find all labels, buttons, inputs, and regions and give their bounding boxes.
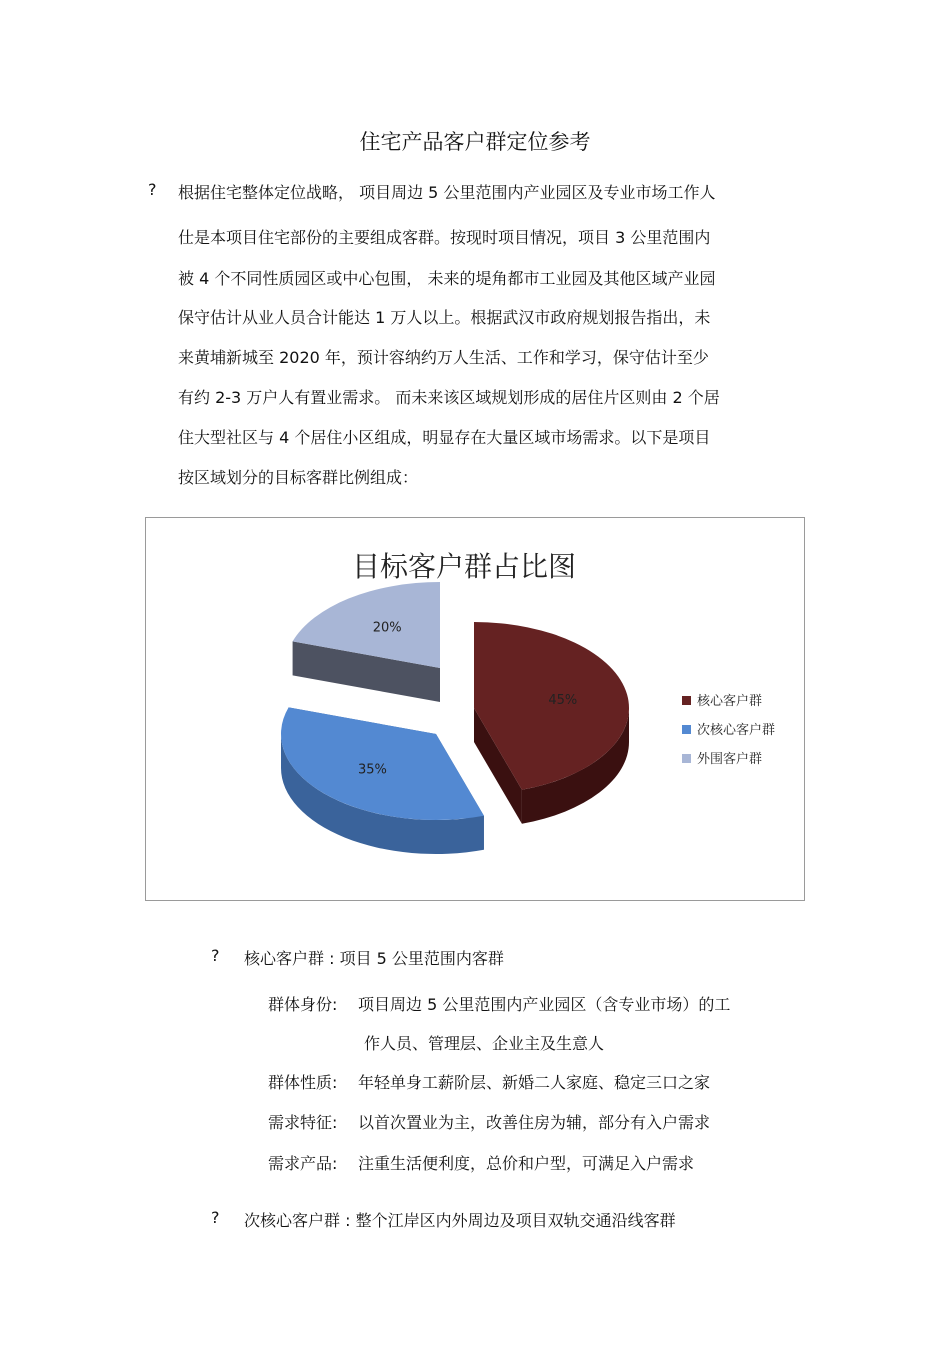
intro-line: 被 4 个不同性质园区或中心包围， 未来的堤角都市工业园及其他区域产业园 (178, 269, 716, 288)
intro-line: 有约 2-3 万户人有置业需求。 而未来该区域规划形成的居住片区则由 2 个居 (178, 388, 720, 407)
slice-percent-label: 45% (548, 693, 578, 709)
intro-line: 来黄埔新城至 2020 年，预计容纳约万人生活、工作和学习，保守估计至少 (178, 348, 709, 367)
core-bullet: ? (211, 946, 220, 965)
page-title: 住宅产品客户群定位参考 (359, 130, 591, 154)
pie-slice (281, 707, 484, 854)
legend-label: 外围客户群 (697, 752, 763, 767)
legend-swatch (682, 754, 691, 763)
intro-line: 根据住宅整体定位战略， 项目周边 5 公里范围内产业园区及专业市场工作人 (178, 183, 716, 202)
demand-value: 以首次置业为主，改善住房为辅，部分有入户需求 (358, 1113, 711, 1132)
legend-label: 次核心客户群 (697, 723, 776, 738)
chart-title: 目标客户群占比图 (351, 550, 577, 583)
intro-line: 保守估计从业人员合计能达 1 万人以上。根据武汉市政府规划报告指出，未 (178, 308, 711, 327)
demand-label: 需求特征: (268, 1113, 338, 1132)
secondary-bullet: ? (211, 1208, 220, 1227)
pie-slice (293, 582, 440, 702)
product-label: 需求产品: (268, 1154, 338, 1173)
pie-slice (474, 622, 629, 824)
slice-percent-label: 35% (357, 762, 387, 778)
intro-line: 按区域划分的目标客群比例组成： (178, 468, 419, 487)
pie-chart-frame (145, 517, 805, 901)
product-value: 注重生活便利度，总价和户型，可满足入户需求 (358, 1154, 695, 1173)
legend-swatch (682, 725, 691, 734)
bullet-marker: ? (148, 180, 157, 199)
core-heading: 核心客户群 : 项目 5 公里范围内客群 (244, 949, 504, 968)
legend-swatch (682, 696, 691, 705)
intro-line: 住大型社区与 4 个居住小区组成，明显存在大量区域市场需求。以下是项目 (178, 428, 711, 447)
nature-label: 群体性质: (268, 1073, 338, 1092)
secondary-heading: 次核心客户群 : 整个江岸区内外周边及项目双轨交通沿线客群 (244, 1211, 676, 1230)
legend-label: 核心客户群 (697, 694, 763, 709)
identity-value: 项目周边 5 公里范围内产业园区（含专业市场）的工 (358, 995, 731, 1014)
slice-percent-label: 20% (372, 620, 402, 636)
identity-value-cont: 作人员、管理层、企业主及生意人 (364, 1034, 605, 1053)
identity-label: 群体身份: (268, 995, 338, 1014)
nature-value: 年轻单身工薪阶层、新婚二人家庭、稳定三口之家 (358, 1073, 711, 1092)
intro-line: 仕是本项目住宅部份的主要组成客群。按现时项目情况，项目 3 公里范围内 (178, 228, 711, 247)
pie-chart (146, 518, 804, 900)
